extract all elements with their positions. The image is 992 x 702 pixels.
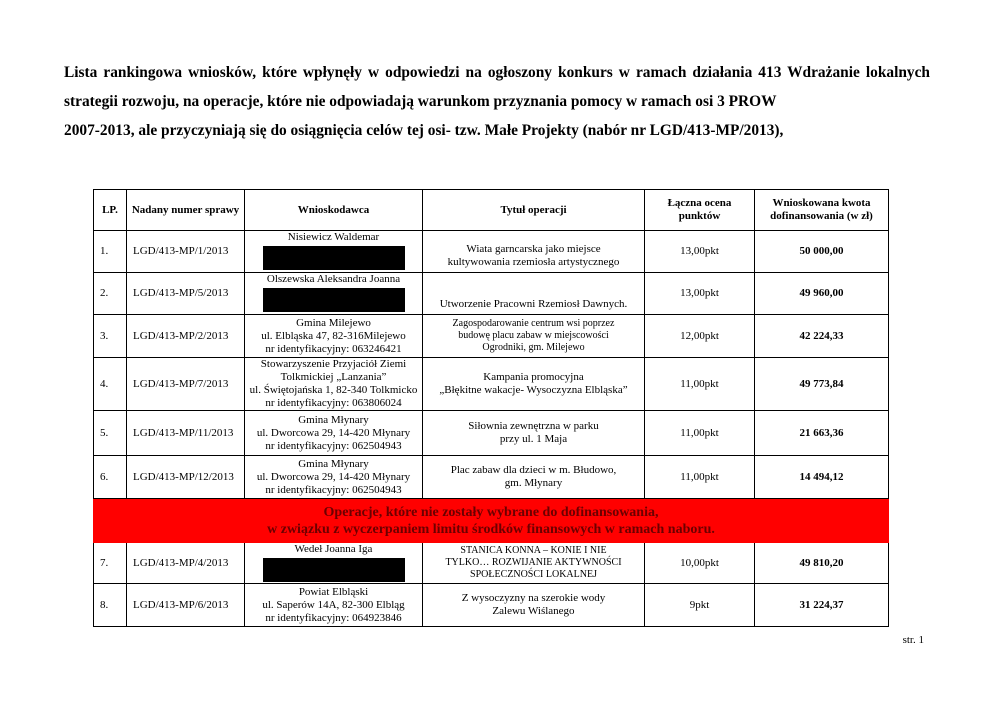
header-applicant: Wnioskodawca [245, 190, 423, 231]
title-line: Wiata garncarska jako miejsce [466, 243, 601, 255]
header-title: Tytuł operacji [423, 190, 645, 231]
title-line: Ogrodniki, gm. Milejewo [482, 342, 585, 353]
title-line: Plac zabaw dla dzieci w m. Błudowo, [450, 464, 617, 476]
cell-case-no: LGD/413-MP/1/2013 [127, 231, 245, 273]
cell-title [423, 315, 645, 358]
redaction-block [263, 288, 405, 312]
cell-amount: 49 960,00 [755, 273, 889, 315]
table-row [94, 358, 889, 411]
cell-score: 13,00pkt [645, 231, 755, 273]
cell-case-no: LGD/413-MP/4/2013 [127, 543, 245, 584]
header-amount: Wnioskowana kwota dofinansowania (w zł) [755, 190, 889, 231]
cell-lp: 5. [94, 411, 127, 456]
separator-line-2: w związku z wyczerpaniem limitu środków finansowych w ramach naboru. [267, 521, 715, 537]
table-row [94, 456, 889, 499]
applicant-line: Tolkmickiej „Lanzania” [280, 371, 387, 383]
cell-title [423, 231, 645, 273]
title-line: Z wysoczyzny na szerokie wody [461, 592, 606, 604]
cell-lp: 3. [94, 315, 127, 358]
title-line: TYLKO… ROZWIJANIE AKTYWNOŚCI [445, 557, 622, 568]
cell-amount: 42 224,33 [755, 315, 889, 358]
applicant-line: ul. Świętojańska 1, 82-340 Tolkmicko [249, 384, 418, 396]
cell-case-no: LGD/413-MP/5/2013 [127, 273, 245, 315]
title-line: Zagospodarowanie centrum wsi poprzez [452, 318, 615, 329]
title-line: gm. Młynary [504, 477, 563, 489]
cell-amount: 31 224,37 [755, 584, 889, 627]
cell-score: 11,00pkt [645, 456, 755, 499]
applicant-line: Wedeł Joanna Iga [294, 543, 373, 555]
cell-score: 10,00pkt [645, 543, 755, 584]
table-header-row [94, 190, 889, 231]
applicant-line: Olszewska Aleksandra Joanna [266, 273, 401, 285]
separator-row [94, 499, 889, 543]
title-line: STANICA KONNA – KONIE I NIE [460, 545, 607, 556]
cell-lp: 6. [94, 456, 127, 499]
cell-score: 9pkt [645, 584, 755, 627]
cell-case-no: LGD/413-MP/7/2013 [127, 358, 245, 411]
cell-title [423, 543, 645, 584]
cell-case-no: LGD/413-MP/2/2013 [127, 315, 245, 358]
cell-lp: 8. [94, 584, 127, 627]
cell-applicant [245, 358, 423, 411]
redaction-block [263, 558, 405, 582]
cell-amount: 49 773,84 [755, 358, 889, 411]
cell-case-no: LGD/413-MP/6/2013 [127, 584, 245, 627]
applicant-line: Gmina Milejewo [296, 316, 371, 329]
cell-title [423, 273, 645, 315]
header-lp: LP. [94, 190, 127, 231]
title-line: Siłownia zewnętrzna w parku [468, 420, 599, 432]
applicant-line: nr identyfikacyjny: 063806024 [265, 397, 402, 409]
table-row [94, 543, 889, 584]
cell-case-no: LGD/413-MP/11/2013 [127, 411, 245, 456]
cell-amount: 50 000,00 [755, 231, 889, 273]
applicant-line: nr identyfikacyjny: 062504943 [265, 439, 402, 452]
cell-applicant [245, 584, 423, 627]
table-row [94, 315, 889, 358]
cell-score: 11,00pkt [645, 411, 755, 456]
cell-title [423, 358, 645, 411]
cell-amount: 49 810,20 [755, 543, 889, 584]
document-heading [64, 58, 930, 145]
applicant-line: Gmina Młynary [298, 457, 369, 470]
title-line: Kampania promocyjna [483, 371, 584, 383]
title-line: SPOŁECZNOŚCI LOKALNEJ [470, 569, 597, 580]
separator-line-1: Operacje, które nie zostały wybrane do dofinansowania, [323, 504, 659, 520]
cell-score: 11,00pkt [645, 358, 755, 411]
ranking-table [93, 189, 889, 627]
cell-applicant [245, 411, 423, 456]
cell-amount: 21 663,36 [755, 411, 889, 456]
applicant-line: ul. Elbląska 47, 82-316Milejewo [261, 329, 406, 342]
applicant-line: nr identyfikacyjny: 062504943 [265, 483, 402, 496]
cell-applicant [245, 231, 423, 273]
applicant-line: nr identyfikacyjny: 063246421 [265, 342, 402, 355]
cell-lp: 7. [94, 543, 127, 584]
page-number: str. 1 [902, 634, 924, 646]
cell-score: 13,00pkt [645, 273, 755, 315]
table-row [94, 411, 889, 456]
cell-score: 12,00pkt [645, 315, 755, 358]
cell-applicant [245, 315, 423, 358]
applicant-line: nr identyfikacyjny: 064923846 [265, 611, 402, 624]
cell-lp: 4. [94, 358, 127, 411]
redaction-block [263, 246, 405, 270]
cell-case-no: LGD/413-MP/12/2013 [127, 456, 245, 499]
title-line: Zalewu Wiślanego [492, 605, 575, 617]
cell-lp: 1. [94, 231, 127, 273]
table-row [94, 231, 889, 273]
title-line: „Błękitne wakacje- Wysoczyzna Elbląska” [439, 384, 628, 396]
cell-applicant [245, 456, 423, 499]
title-line: kultywowania rzemiosła artystycznego [447, 256, 620, 268]
cell-title [423, 411, 645, 456]
heading-line-1: Lista rankingowa wniosków, które wpłynęły w odpowiedzi na ogłoszony konkurs w ramach działania 413 Wdrażanie lokalnych strategii rozwoju, na operacje, które nie odpowiadają warunkom przyznania pomocy w ramach osi 3 PROW [64, 64, 930, 110]
title-line: przy ul. 1 Maja [499, 433, 568, 445]
cell-amount: 14 494,12 [755, 456, 889, 499]
applicant-line: ul. Dworcowa 29, 14-420 Młynary [256, 426, 411, 439]
cell-applicant [245, 273, 423, 315]
cell-title [423, 584, 645, 627]
heading-line-2: 2007-2013, ale przyczyniają się do osiągnięcia celów tej osi- tzw. Małe Projekty (nabór nr LGD/413-MP/2013), [64, 122, 784, 139]
applicant-line: Gmina Młynary [298, 413, 369, 426]
applicant-line: Stowarzyszenie Przyjaciół Ziemi [260, 358, 407, 370]
cell-title [423, 456, 645, 499]
applicant-line: ul. Saperów 14A, 82-300 Elbląg [262, 598, 405, 611]
applicant-line: Nisiewicz Waldemar [287, 231, 380, 243]
applicant-line: Powiat Elbląski [298, 585, 369, 598]
header-score: Łączna ocena punktów [645, 190, 755, 231]
title-line: budowę placu zabaw w miejscowości [458, 330, 609, 341]
table-row [94, 273, 889, 315]
header-case-no: Nadany numer sprawy [127, 190, 245, 231]
title-line: Utworzenie Pracowni Rzemiosł Dawnych. [439, 298, 628, 310]
cell-applicant [245, 543, 423, 584]
separator-cell [94, 499, 889, 543]
table-row [94, 584, 889, 627]
cell-lp: 2. [94, 273, 127, 315]
applicant-line: ul. Dworcowa 29, 14-420 Młynary [256, 470, 411, 483]
